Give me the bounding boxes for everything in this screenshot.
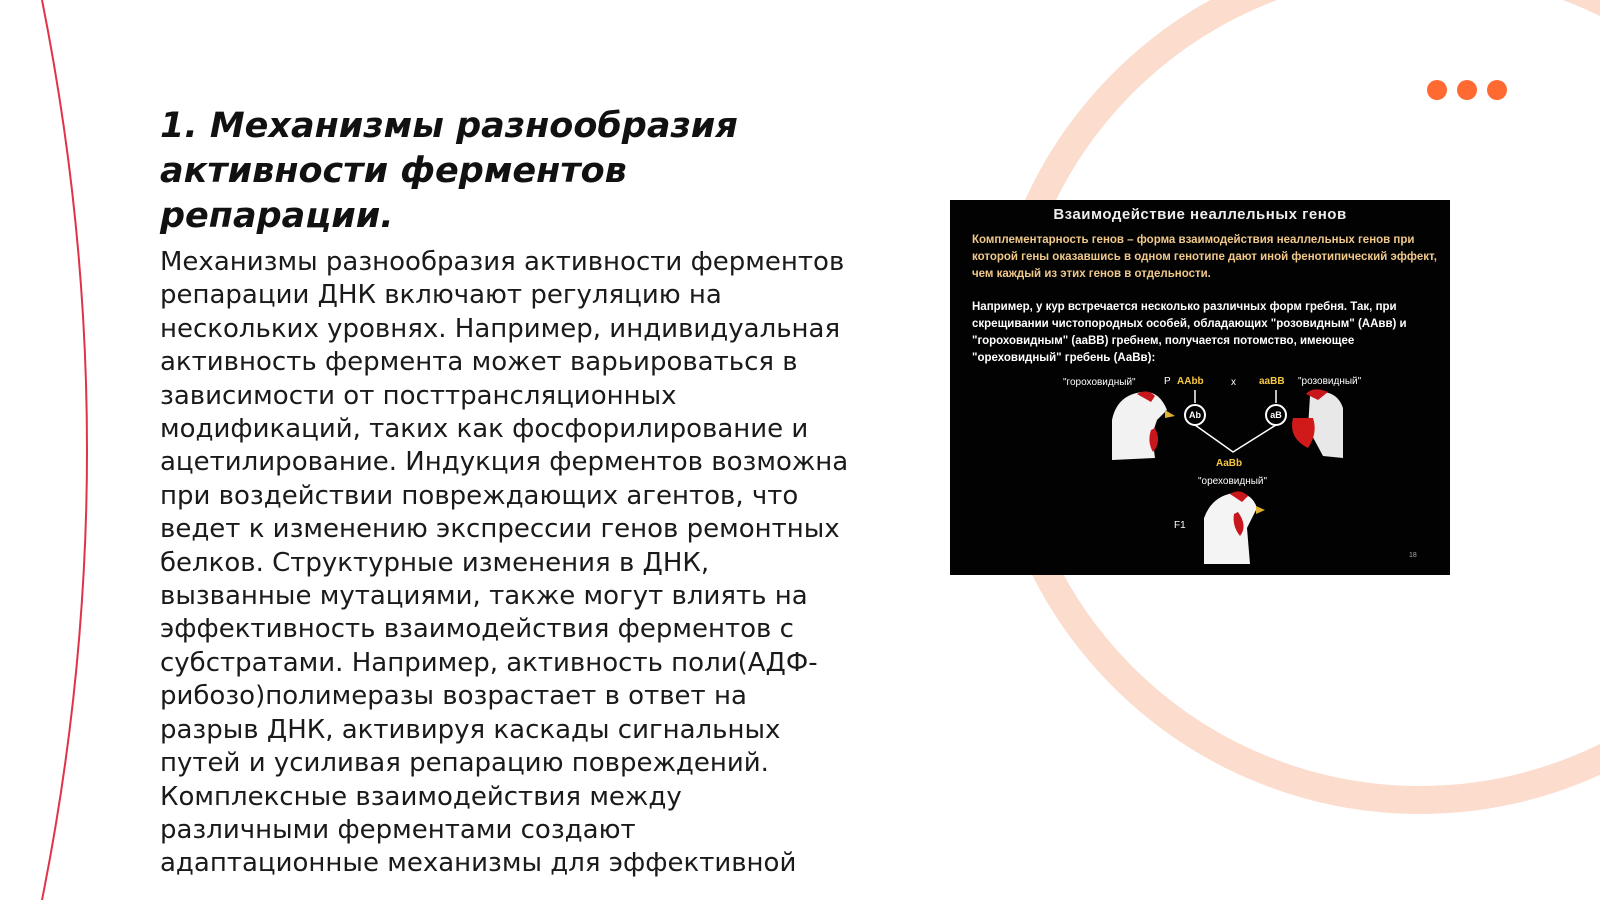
image-slide-number: 18 [1409,552,1417,559]
decorative-left-line [42,0,87,900]
label-f1: F1 [1174,520,1186,531]
gamete-circle-left: Ab [1184,404,1206,426]
decorative-dots [1427,80,1507,100]
dot-3 [1487,80,1507,100]
slide-title: 1. Механизмы разнообразия активности ферментов репарации. [160,106,738,236]
dot-1 [1427,80,1447,100]
cross-diagram-lines [950,200,1450,575]
genotype-left: AAbb [1177,376,1204,387]
image-title: Взаимодействие неаллельных генов [1053,206,1347,223]
slide-body-text: Механизмы разнообразия активности ферментов репарации ДНК включают регуляцию на нескольких уровнях. Например, индивидуальная активность фермента может варьироваться в зависимости от посттрансляционных модификаций, таких как фосфорилирование и ацетилирование. Индукция ферментов возможна при воздействии повреждающих агентов, что ведет к изменению экспрессии генов ремонтных белков. Структурные изменения в ДНК, вызванные мутациями, также могут влиять на эффективность взаимодействия ферментов с субстратами. Например, активность поли(АДФ-рибозо)полимеразы возрастает в ответ на разрыв ДНК, активируя каскады сигнальных путей и усиливая репарацию повреждений. Комплексные взаимодействия между различными ферментами создают адаптационные механизмы для эффективной [160,247,849,879]
image-example: Например, у кур встречается несколько различных форм гребня. Так, при скрещивании чистопородных особей, обладающих "розовидным" (ААвв) и "гороховидным" (ааВВ) гребнем, получается потомство, имеющее "ореховидный" гребень (АаВв): [972,301,1407,364]
rooster-pea-comb-image [1107,390,1177,465]
label-pea-comb: "гороховидный" [1063,377,1136,388]
cross-sign: x [1231,377,1236,388]
label-rose-comb: "розовидный" [1298,376,1362,387]
gamete-circle-right: aB [1265,404,1287,426]
rooster-rose-comb-image [1288,388,1348,463]
genotype-right: aaBB [1259,376,1285,387]
offspring-genotype: AaBb [1216,458,1243,469]
rooster-walnut-comb-image [1202,488,1267,566]
label-p: P [1164,376,1171,387]
embedded-slide-image [950,200,1450,575]
image-definition: Комплементарность генов – форма взаимодействия неаллельных генов при которой гены оказавшись в одном генотипе дают иной фенотипический эффект, чем каждый из этих генов в отдельности. [972,234,1437,280]
label-walnut-comb: "ореховидный" [1198,476,1268,487]
dot-2 [1457,80,1477,100]
